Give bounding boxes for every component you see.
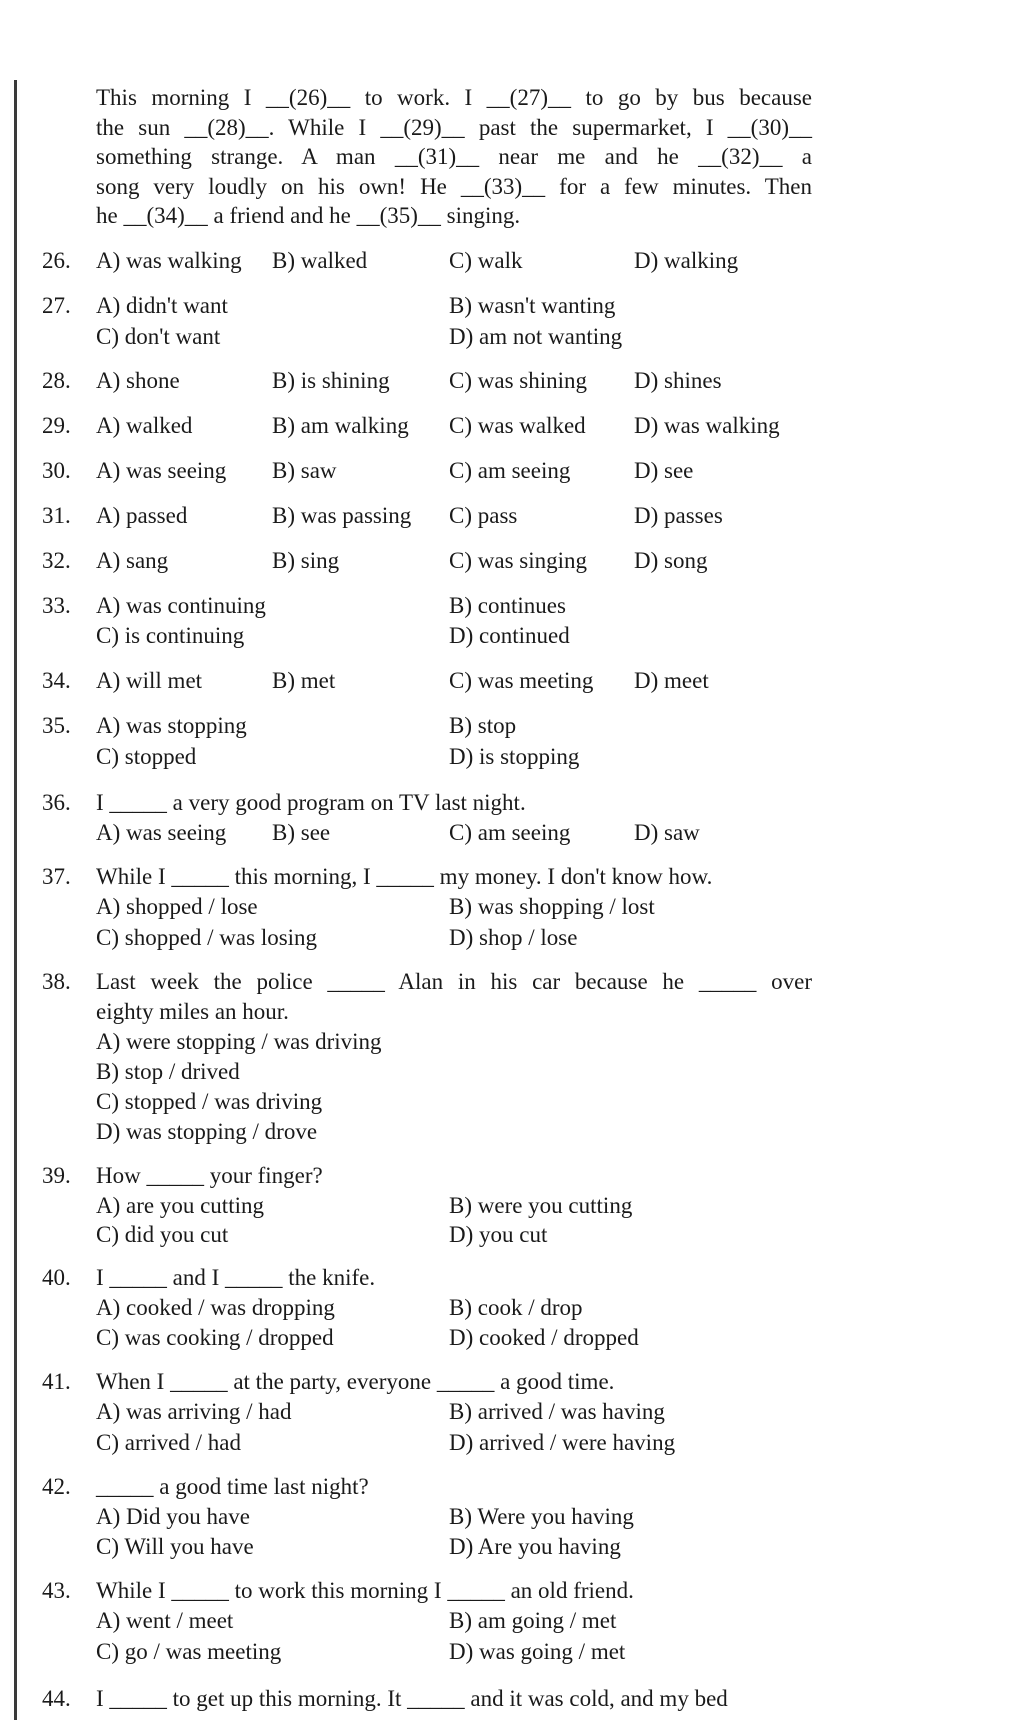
option-d[interactable]: D) shop / lose	[449, 925, 578, 950]
option-d[interactable]: D) meet	[634, 668, 709, 693]
option-a[interactable]: A) shone	[96, 368, 180, 393]
option-b[interactable]: B) arrived / was having	[449, 1399, 665, 1424]
option-c[interactable]: C) don't want	[96, 324, 221, 349]
option-c[interactable]: C) was shining	[449, 368, 587, 393]
question-number: 39.	[42, 1163, 71, 1188]
option-b[interactable]: B) is shining	[272, 368, 390, 393]
option-b[interactable]: B) cook / drop	[449, 1295, 583, 1320]
option-b[interactable]: B) was shopping / lost	[449, 894, 655, 919]
option-c[interactable]: C) did you cut	[96, 1222, 229, 1247]
option-b[interactable]: B) met	[272, 668, 336, 693]
option-a[interactable]: A) was continuing	[96, 593, 266, 618]
option-d[interactable]: D) is stopping	[449, 744, 580, 769]
question-number: 32.	[42, 548, 71, 573]
option-c[interactable]: C) was walked	[449, 413, 586, 438]
option-a[interactable]: A) Did you have	[96, 1504, 250, 1529]
passage-line: he __(34)__ a friend and he __(35)__ singing.	[96, 203, 521, 228]
option-a[interactable]: A) were stopping / was driving	[96, 1029, 382, 1054]
option-c[interactable]: C) am seeing	[449, 820, 571, 845]
question-number: 40.	[42, 1265, 71, 1290]
option-c[interactable]: C) shopped / was losing	[96, 925, 318, 950]
question-number: 35.	[42, 713, 71, 738]
question-stem: I _____ and I _____ the knife.	[96, 1265, 376, 1290]
option-a[interactable]: A) shopped / lose	[96, 894, 258, 919]
option-b[interactable]: B) were you cutting	[449, 1193, 633, 1218]
option-d[interactable]: D) was walking	[634, 413, 780, 438]
question-stem: How _____ your finger?	[96, 1163, 323, 1188]
option-c[interactable]: C) pass	[449, 503, 518, 528]
option-d[interactable]: D) was stopping / drove	[96, 1119, 318, 1144]
option-d[interactable]: D) Are you having	[449, 1534, 621, 1559]
option-b[interactable]: B) see	[272, 820, 331, 845]
question-number: 31.	[42, 503, 71, 528]
option-d[interactable]: D) passes	[634, 503, 723, 528]
option-c[interactable]: C) is continuing	[96, 623, 245, 648]
question-number: 29.	[42, 413, 71, 438]
option-c[interactable]: C) was cooking / dropped	[96, 1325, 334, 1350]
question-number: 26.	[42, 248, 71, 273]
option-d[interactable]: D) arrived / were having	[449, 1430, 676, 1455]
option-a[interactable]: A) didn't want	[96, 293, 228, 318]
question-number: 41.	[42, 1369, 71, 1394]
option-a[interactable]: A) went / meet	[96, 1608, 234, 1633]
passage-line: song very loudly on his own! He __(33)__ for a few minutes. Then	[96, 173, 812, 199]
question-number: 28.	[42, 368, 71, 393]
passage-line: something strange. A man __(31)__ near me and he __(32)__ a	[96, 144, 812, 169]
question-number: 44.	[42, 1686, 71, 1711]
option-a[interactable]: A) will met	[96, 668, 203, 693]
option-d[interactable]: D) was going / met	[449, 1639, 626, 1664]
question-number: 36.	[42, 790, 71, 815]
option-b[interactable]: B) am going / met	[449, 1608, 617, 1633]
cloze-passage	[96, 83, 812, 231]
question-stem: When I _____ at the party, everyone _____ a good time.	[96, 1369, 615, 1394]
option-b[interactable]: B) am walking	[272, 413, 409, 438]
option-a[interactable]: A) was stopping	[96, 713, 247, 738]
option-d[interactable]: D) cooked / dropped	[449, 1325, 639, 1350]
question-stem: Last week the police _____ Alan in his car because he _____ over	[96, 969, 812, 994]
option-a[interactable]: A) sang	[96, 548, 169, 573]
option-a[interactable]: A) was seeing	[96, 820, 227, 845]
option-b[interactable]: B) saw	[272, 458, 337, 483]
option-c[interactable]: C) arrived / had	[96, 1430, 241, 1455]
question-stem: I _____ a very good program on TV last night.	[96, 790, 526, 815]
option-c[interactable]: C) was singing	[449, 548, 587, 573]
question-stem-cont: eighty miles an hour.	[96, 999, 289, 1024]
option-d[interactable]: D) shines	[634, 368, 722, 393]
option-d[interactable]: D) see	[634, 458, 694, 483]
option-b[interactable]: B) Were you having	[449, 1504, 634, 1529]
question-number: 34.	[42, 668, 71, 693]
option-c[interactable]: C) am seeing	[449, 458, 571, 483]
option-a[interactable]: A) was arriving / had	[96, 1399, 292, 1424]
question-number: 33.	[42, 593, 71, 618]
option-b[interactable]: B) sing	[272, 548, 340, 573]
option-b[interactable]: B) stop / drived	[96, 1059, 240, 1084]
option-d[interactable]: D) saw	[634, 820, 700, 845]
option-d[interactable]: D) continued	[449, 623, 570, 648]
option-d[interactable]: D) walking	[634, 248, 739, 273]
option-a[interactable]: A) was walking	[96, 248, 242, 273]
option-b[interactable]: B) was passing	[272, 503, 412, 528]
option-d[interactable]: D) you cut	[449, 1222, 548, 1247]
option-b[interactable]: B) wasn't wanting	[449, 293, 616, 318]
option-d[interactable]: D) song	[634, 548, 708, 573]
question-number: 43.	[42, 1578, 71, 1603]
question-stem: While I _____ to work this morning I _____ an old friend.	[96, 1578, 634, 1603]
option-b[interactable]: B) walked	[272, 248, 368, 273]
option-c[interactable]: C) stopped	[96, 744, 197, 769]
question-number: 42.	[42, 1474, 71, 1499]
option-b[interactable]: B) continues	[449, 593, 566, 618]
option-a[interactable]: A) are you cutting	[96, 1193, 264, 1218]
question-number: 30.	[42, 458, 71, 483]
option-c[interactable]: C) Will you have	[96, 1534, 254, 1559]
question-number: 27.	[42, 293, 71, 318]
question-number: 37.	[42, 864, 71, 889]
question-stem: _____ a good time last night?	[96, 1474, 369, 1499]
margin-rule	[14, 80, 17, 1720]
question-number: 38.	[42, 969, 71, 994]
question-stem: While I _____ this morning, I _____ my money. I don't know how.	[96, 864, 713, 889]
question-stem: I _____ to get up this morning. It _____ and it was cold, and my bed	[96, 1686, 728, 1711]
option-c[interactable]: C) walk	[449, 248, 523, 273]
option-a[interactable]: A) was seeing	[96, 458, 227, 483]
option-a[interactable]: A) passed	[96, 503, 188, 528]
option-c[interactable]: C) go / was meeting	[96, 1639, 282, 1664]
option-c[interactable]: C) was meeting	[449, 668, 594, 693]
passage-line: This morning I __(26)__ to work. I __(27)__ to go by bus because	[96, 85, 812, 110]
option-a[interactable]: A) walked	[96, 413, 193, 438]
passage-line: the sun __(28)__. While I __(29)__ past the supermarket, I __(30)__	[96, 114, 812, 140]
option-c[interactable]: C) stopped / was driving	[96, 1089, 323, 1114]
option-a[interactable]: A) cooked / was dropping	[96, 1295, 335, 1320]
option-b[interactable]: B) stop	[449, 713, 517, 738]
option-d[interactable]: D) am not wanting	[449, 324, 623, 349]
